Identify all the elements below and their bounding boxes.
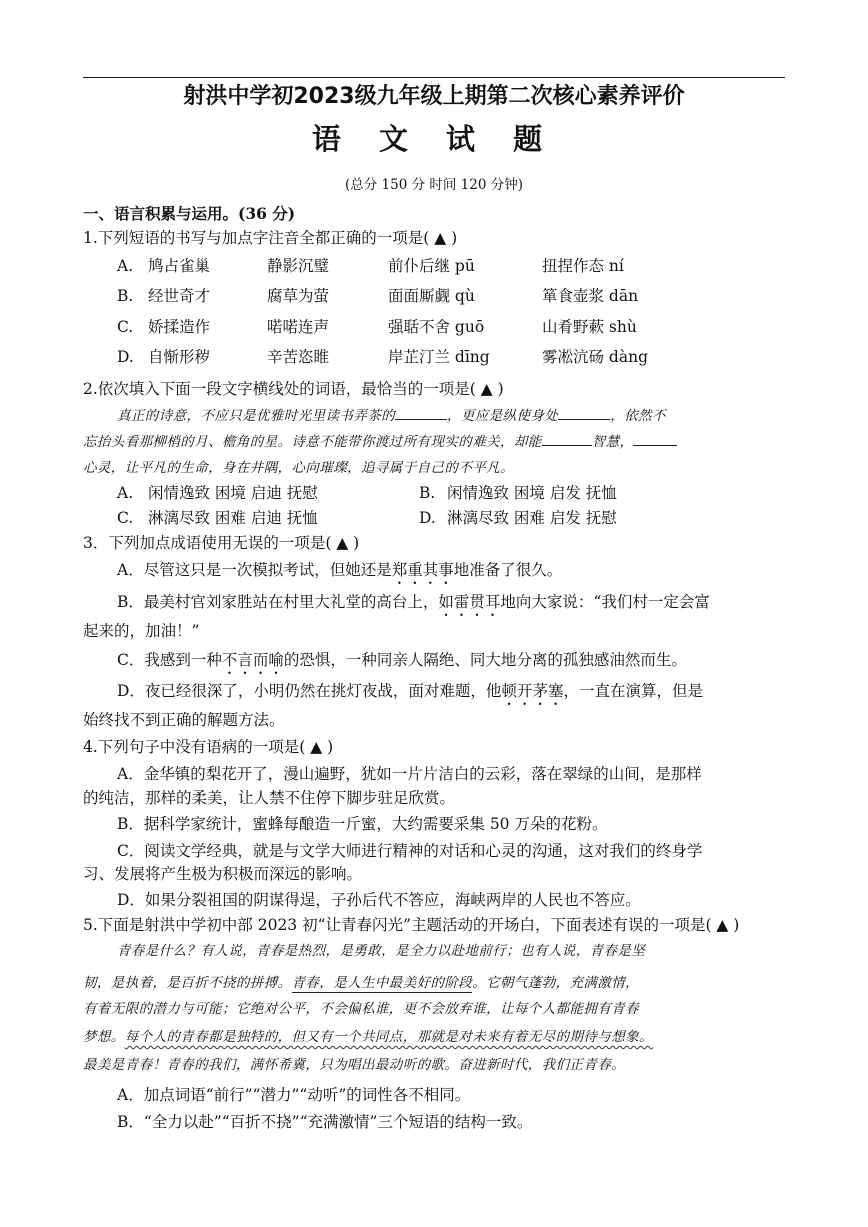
- fill-blank: [633, 431, 677, 446]
- q1-option-item: 岸芷汀兰 dīng: [388, 348, 490, 366]
- q3-option-c: [117, 649, 687, 678]
- q3-option-d: [117, 680, 703, 709]
- option-text: 地向大家说：“我们村一定会富: [500, 593, 710, 611]
- q1-option-item: 箪食壶浆 dān: [542, 287, 639, 305]
- q2-passage-line: [83, 431, 677, 453]
- q1-option-item: 辛苦恣睢: [267, 348, 330, 366]
- q3-stem: 3．下列加点成语使用无误的一项是( ▲ ): [83, 534, 360, 552]
- q2-option-label: C.: [117, 509, 134, 527]
- q2-option-text: 淋漓尽致 困难 启发 抚慰: [447, 509, 617, 527]
- section-heading: 一、语言积累与运用。(36 分): [83, 204, 296, 223]
- dotted-idiom: 顿开茅塞: [501, 682, 564, 700]
- q1-option-label: B.: [117, 287, 134, 305]
- underlined-sentence: 青春，是人生中最美好的阶段: [291, 975, 473, 991]
- q3-option-d-cont: 始终找不到正确的解题方法。: [83, 711, 285, 729]
- fill-blank: [395, 405, 447, 420]
- q2-option-text: 淋漓尽致 困难 启迪 抚恤: [148, 509, 318, 527]
- q1-option-item: 自惭形秽: [148, 348, 211, 366]
- q2-option-text: 闲情逸致 困境 启发 抚恤: [447, 484, 617, 502]
- exam-meta: (总分 150 分 时间 120 分钟): [344, 177, 524, 193]
- fill-blank: [542, 431, 592, 446]
- q5-passage-line: 最美是青春！青春的我们，满怀希冀，只为唱出最动听的歌。奋进新时代，我们正青春。: [83, 1057, 626, 1073]
- q1-option-label: D.: [117, 348, 134, 366]
- subject-title: 语 文 试 题: [311, 122, 557, 156]
- q2-option-text: 闲情逸致 困境 启迪 抚慰: [148, 484, 318, 502]
- q5-passage-line: [83, 972, 639, 994]
- dotted-idiom: 不言而喻: [221, 651, 284, 669]
- q1-option-item: 前仆后继 pū: [388, 257, 475, 275]
- option-text: C．我感到一种: [117, 651, 222, 669]
- q5-passage-line: 有着无限的潜力与可能；它绝对公平，不会偏私谁，更不会放弃谁，让每个人都能拥有青春: [83, 1001, 639, 1017]
- option-text: 地准备了很久。: [453, 561, 563, 579]
- q1-option-item: 强聒不舍 guō: [388, 318, 485, 336]
- passage-text: 忘抬头看那柳梢的月、檐角的星。诗意不能带你渡过所有现实的难关，却能: [83, 434, 542, 450]
- q4-option-a: A．金华镇的梨花开了，漫山遍野，犹如一片片洁白的云彩，落在翠绿的山间，是那样: [117, 765, 702, 783]
- passage-text: 韧，是执着，是百折不挠的拼搏。: [83, 975, 292, 991]
- option-text: 的恐惧，一种同亲人隔绝、同大地分离的孤独感油然而生。: [283, 651, 687, 669]
- q1-option-label: C.: [117, 318, 134, 336]
- option-text: D．夜已经很深了，小明仍然在挑灯夜战，面对难题，他: [117, 682, 502, 700]
- passage-text: 智慧，: [591, 434, 634, 450]
- q2-passage-line: 心灵，让平凡的生命，身在井隅，心向璀璨，追寻属于自己的不平凡。: [83, 460, 514, 476]
- q2-option-label: B.: [419, 484, 436, 502]
- option-text: A．尽管这只是一次模拟考试，但她还是: [117, 561, 392, 579]
- q1-option-item: 静影沉璧: [267, 257, 330, 275]
- q1-option-item: 经世奇才: [148, 287, 211, 305]
- q5-passage-line: 青春是什么？有人说，青春是热烈，是勇敢，是全力以赴地前行；也有人说，青春是坚: [117, 943, 646, 959]
- q2-option-label: D.: [419, 509, 436, 527]
- q3-option-b: [117, 591, 710, 620]
- passage-text: ，更应是纵使身处: [447, 408, 559, 424]
- q3-option-b-cont: 起来的，加油！”: [83, 622, 200, 640]
- q4-stem: 4.下列句子中没有语病的一项是( ▲ ): [83, 738, 334, 756]
- dotted-idiom: 如雷贯耳: [438, 593, 501, 611]
- q4-option-c: C．阅读文学经典，就是与文学大师进行精神的对话和心灵的沟通，这对我们的终身学: [117, 842, 703, 860]
- q1-option-item: 腐草为萤: [267, 287, 330, 305]
- fill-blank: [558, 405, 610, 420]
- q5-option-b: B．“全力以赴”“百折不挠”“充满激情”三个短语的结构一致。: [117, 1113, 533, 1131]
- passage-text: 真正的诗意，不应只是优雅时光里读书弄茶的: [117, 408, 395, 424]
- q1-option-item: 扭捏作态 ní: [542, 257, 624, 275]
- q5-stem: 5.下面是射洪中学初中部 2023 初“让青春闪光”主题活动的开场白，下面表述有误的一项是( ▲ ): [83, 916, 740, 934]
- q1-option-item: 喏喏连声: [267, 318, 330, 336]
- wavy-underlined-sentence: 每个人的青春都是独特的，但又有一个共同点，那就是对未来有着无尽的期待与想象。: [124, 1029, 653, 1045]
- q3-option-a: [117, 559, 562, 588]
- option-text: B．最美村官刘家胜站在村里大礼堂的高台上，: [117, 593, 439, 611]
- q1-option-item: 娇揉造作: [148, 318, 211, 336]
- option-text: ，一直在演算，但是: [563, 682, 703, 700]
- q2-passage-line: [117, 405, 666, 427]
- q1-option-item: 鸠占雀巢: [148, 257, 211, 275]
- dotted-idiom: 郑重其事: [391, 561, 454, 579]
- q4-option-b: B．据科学家统计，蜜蜂每酿造一斤蜜，大约需要采集 50 万朵的花粉。: [117, 815, 608, 833]
- top-rule: [83, 77, 785, 78]
- q2-option-label: A.: [117, 484, 134, 502]
- exam-title: 射洪中学初2023级九年级上期第二次核心素养评价: [183, 84, 685, 109]
- q2-stem: 2.依次填入下面一段文字横线处的词语，最恰当的一项是( ▲ ): [83, 380, 504, 398]
- q4-option-d: D．如果分裂祖国的阴谋得逞，子孙后代不答应，海峡两岸的人民也不答应。: [117, 891, 641, 909]
- q5-passage-line: [83, 1026, 653, 1048]
- passage-text: ，依然不: [610, 408, 666, 424]
- q1-option-item: 山肴野蔌 shù: [542, 318, 637, 336]
- q5-option-a: A．加点词语“前行”“潜力”“动听”的词性各不相同。: [117, 1086, 471, 1104]
- passage-text: 。它朝气蓬勃，充满激情，: [472, 975, 640, 991]
- q1-option-item: 面面厮觑 qù: [388, 287, 475, 305]
- q1-option-label: A.: [117, 257, 134, 275]
- q4-option-c-cont: 习、发展将产生极为积极而深远的影响。: [83, 865, 363, 883]
- q1-stem: 1.下列短语的书写与加点字注音全都正确的一项是( ▲ ): [83, 229, 458, 247]
- passage-text: 梦想。: [83, 1029, 125, 1045]
- q4-option-a-cont: 的纯洁，那样的柔美，让人禁不住停下脚步驻足欣赏。: [83, 789, 456, 807]
- q1-option-item: 雾凇沆砀 dàng: [542, 348, 648, 366]
